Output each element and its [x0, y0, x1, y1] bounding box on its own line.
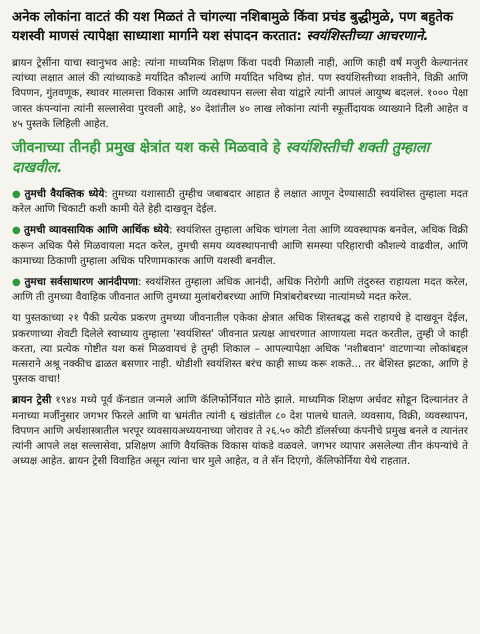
bullet-happiness	[12, 275, 468, 305]
author-name: ब्रायन ट्रेसी	[12, 394, 52, 407]
bullet-business-goals	[12, 223, 468, 269]
author-bio	[12, 393, 468, 469]
hook-text: अनेक लोकांना वाटतं की यश मिळतं ते चांगल्या नशिबामुळे किंवा प्रचंड बुद्धीमुळे, पण बहुतेक यशस्वी माणसं त्यापेक्षा साध्याशा मार्गाने यश संपादन करतात:	[12, 10, 453, 44]
hook-heading	[12, 8, 468, 46]
bullet-text: : तुमच्या यशासाठी तुम्हीच जबाबदार आहात हे लक्षात आणून देण्यासाठी स्वयंशिस्त तुम्हाला मदत करेल आणि चिकाटी कशी कामी येते हेही दाखवून देईल.	[12, 188, 468, 216]
bullet-lead: तुमची व्यावसायिक आणि आर्थिक ध्येये	[24, 224, 170, 237]
bullet-lead: तुमची वैयक्तिक ध्येये	[24, 188, 105, 201]
tagline	[12, 138, 468, 178]
bullet-dot-icon: ●	[12, 189, 22, 201]
tagline-emphasis: स्वयंशिस्तीची शक्ती तुम्हाला दाखवील.	[12, 140, 430, 177]
bullet-text: : स्वयंशिस्त तुम्हाला अधिक चांगला नेता आणि व्यवस्थापक बनवेल, अधिक विक्री करून अधिक पैसे मिळवायला मदत करेल, तुमची समय व्यवस्थापनाची आणि समस्या परिहाराची कौशल्ये वाढवील, आणि कामाच्या ठिकाणी तुम्हाला अधिक परिणामकारक आणि यशस्वी बनवील.	[12, 224, 468, 267]
tagline-text: जीवनाच्या तीनही प्रमुख क्षेत्रांत यश कसे मिळवावे हे	[12, 140, 281, 157]
bullet-dot-icon: ●	[12, 225, 22, 237]
hook-emphasis: स्वयंशिस्तीच्या आचरणाने.	[306, 29, 429, 44]
bio-text: १९४४ मध्ये पूर्व कॅनडात जन्मले आणि कॅलिफोर्नियात मोठे झाले. माध्यमिक शिक्षण अर्धवट सोडून दिल्यानंतर ते मनाच्या मर्जीनुसार जगभर फिरले आणि या भ्रमंतीत त्यांनी ६ खंडांतील ८० देश पालथे घातले. व्यवसाय, विक्री, व्यवस्थापन, विपणन आणि अर्थशास्त्रातील भरपूर व्यवसायअध्ययनाच्या जोरावर ते २६.५० कोटी डॉलर्सच्या कंपनीचे प्रमुख बनले व त्यानंतर त्यांनी आपले लक्ष सल्लासेवा, प्रशिक्षण आणि वैयक्तिक विकास यांकडे वळवले. जगभर व्यापार असलेल्या तीन कंपन्यांचे ते अध्यक्ष आहेत. ब्रायन ट्रेसी विवाहित असून त्यांना चार मुले आहेत, व ते सॅन दिएगो, कॅलिफोर्निया येथे राहतात.	[12, 394, 469, 468]
chapters-paragraph: या पुस्तकाच्या २१ पैकी प्रत्येक प्रकरण तुमच्या जीवनातील एकेका क्षेत्रात अधिक शिस्तबद्ध कसे राहायचे हे दाखवून देईल, प्रकरणाच्या शेवटी दिलेले स्वाध्याय तुम्हाला 'स्वयंशिस्त' जीवनात प्रत्यक्ष आचरणात आणायला मदत करतील, तुम्ही जे काही करता, त्या प्रत्येक गोष्टीत यश कसं मिळवायचं हे तुम्ही शिकाल – आपल्यापेक्षा अधिक 'नशीबवान' वाटणाऱ्या लोकांबद्दल मत्सराने अश्रू नक्कीच ढाळत बसणार नाही. थोडीशी स्वयंशिस्त बरंच काही साध्य करू शकते... तर बेशिस्त झटका, आणि हे पुस्तक वाचा!	[12, 312, 468, 386]
bullet-text: : स्वयंशिस्त तुम्हाला अधिक आनंदी, अधिक निरोगी आणि तंदुरुस्त राहायला मदत करेल, आणि ती तुमच्या वैवाहिक जीवनात आणि तुमच्या मुलांबरोबरच्या आणि मित्रांबरोबरच्या नात्यांमध्ये मदत करेल.	[12, 276, 468, 304]
bullet-lead: तुमचा सर्वसाधारण आनंदीपणा	[24, 276, 138, 289]
intro-paragraph: ब्रायन ट्रेसींना याचा स्वानुभव आहे: त्यांना माध्यमिक शिक्षण किंवा पदवी मिळाली नाही, आणि काही वर्षं मजुरी केल्यानंतर त्यांच्या लक्षात आलं की त्यांच्याकडे मर्यादित कौशल्यं आणि मर्यादित भविष्य होतं. पण स्वयंशिस्तीच्या शक्तीने, विक्री आणि विपणन, गुंतवणूक, स्थावर मालमत्ता विकास आणि व्यवस्थापन सल्ला सेवा यांद्वारे त्यांनी आपलं आयुष्य बदललं. १००० पेक्षा जास्त कंपन्यांना त्यांनी सल्लासेवा पुरवली आहे, ४० देशांतील ४० लाख लोकांना त्यांनी स्फूर्तीदायक व्याख्याने दिली आहेत व ४५ पुस्तके लिहिली आहेत.	[12, 57, 468, 130]
bullet-dot-icon: ●	[12, 277, 22, 289]
bullet-personal-goals	[12, 187, 468, 217]
